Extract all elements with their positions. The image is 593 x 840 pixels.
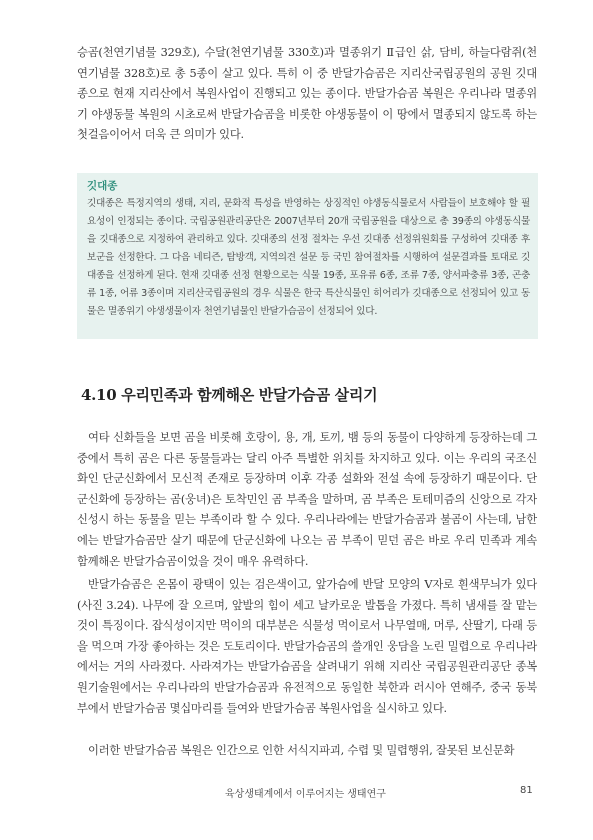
footer-title: 육상생태계에서 이루어지는 생태연구 — [225, 789, 386, 800]
paragraph-restoration: 이러한 반달가슴곰 복원은 인간으로 인한 서식지파괴, 수렵 및 밀렵행위, 잘못된 보신문화 — [88, 744, 515, 757]
info-box-body: 깃대종은 특정지역의 생태, 지리, 문화적 특성을 반영하는 상징적인 야생동식물로서 사람들이 보호해야 할 필요성이 인정되는 종이다. 국립공원관리공단은 2007년부터 20개 국립공원을 대상으로 총 39종의 야생동식물을 깃대종으로 지정하여 관리하고 있다. 깃대종의 선정 절차는 우선 깃대종 선정위원회를 구성하여 깃대종 후보군을 선정한다. 그 다음 네티즌, 탐방객, 지역의견 설문 등 국민 참여절차를 시행하여 설문결과를 토대로 깃대종을 선정하게 된다. 현재 깃대종 선정 현황으로는 식물 19종, 포유류 6종, 조류 7종, 양서파충류 3종, 곤충류 1종, 어류 3종이며 지리산국립공원의 경우 식물은 한국 특산식물인 히어리가 깃대종으로 선정되어 있고 동물은 멸종위기 야생생물이자 천연기념물인 반달가슴곰이 선정되어 있다. — [87, 198, 530, 317]
paragraph-description: 반달가슴곰은 온몸이 광택이 있는 검은색이고, 앞가슴에 반달 모양의 V자로 흰색무늬가 있다(사진 3.24). 나무에 잘 오르며, 앞발의 힘이 세고 날카로운 발톱을 가졌다. 특히 냄새를 잘 맡는 것이 특징이다. 잡식성이지만 먹이의 대부분은 식물성 먹이로서 나무열매, 머루, 산딸기, 다래 등을 먹으며 가장 좋아하는 것은 도토리이다. 반달가슴곰의 쓸개인 웅담을 노린 밀렵으로 우리나라에서는 거의 사라졌다. 사라져가는 반달가슴곰을 살려내기 위해 지리산 국립공원관리공단 종복원기술원에서는 우리나라의 반달가슴곰과 유전적으로 동일한 북한과 러시아 연해주, 중국 동북부에서 반달가슴곰 몇십마리를 들여와 반달가슴곰 복원사업을 실시하고 있다. — [77, 578, 537, 715]
page-number: 81 — [520, 785, 533, 796]
section-title: 4.10 우리민족과 함께해온 반달가슴곰 살리기 — [81, 386, 378, 404]
info-box-flagship-species — [77, 173, 538, 339]
info-box-title: 깃대종 — [87, 180, 118, 192]
paragraph-myth: 여타 신화들을 보면 곰을 비롯해 호랑이, 용, 개, 토끼, 뱀 등의 동물이 다양하게 등장하는데 그 중에서 특히 곰은 다른 동물들과는 달리 아주 특별한 위치를 차지하고 있다. 이는 우리의 국조신화인 단군신화에서 모신적 존재로 등장하며 이후 각종 설화와 전설 속에 등장하기 때문이다. 단군신화에 등장하는 곰(웅녀)은 토착민인 곰 부족을 말하며, 곰 부족은 토테미즘의 신앙으로 각자 신성시 하는 동물을 믿는 부족이라 할 수 있다. 우리나라에는 반달가슴곰과 불곰이 사는데, 남한에는 반달가슴곰만 살기 때문에 단군신화에 나오는 곰 부족이 믿던 곰은 바로 우리 민족과 계속 함께해온 반달가슴곰이었을 것이 매우 유력하다. — [77, 431, 537, 568]
paragraph-intro: 승곰(천연기념물 329호), 수달(천연기념물 330호)과 멸종위기 Ⅱ급인 삵, 담비, 하늘다람쥐(천연기념물 328호)로 총 5종이 살고 있다. 특히 이 중 반달가슴곰은 지리산국립공원의 공원 깃대종으로 현재 지리산에서 복원사업이 진행되고 있는 종이다. 반달가슴곰 복원은 우리나라 멸종위기 야생동물 복원의 시초로써 반달가슴곰을 비롯한 야생동물이 이 땅에서 멸종되지 않도록 하는 첫걸음이어서 더욱 큰 의미가 있다. — [77, 46, 537, 142]
